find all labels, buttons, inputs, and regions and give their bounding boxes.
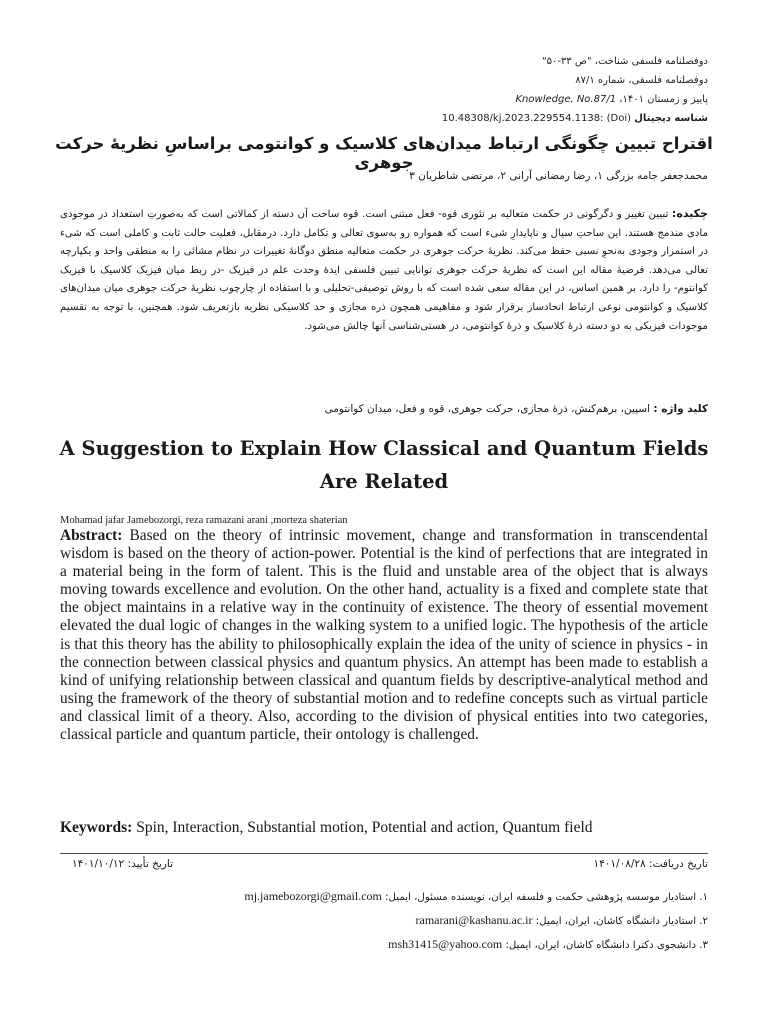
season-text: پاییز و زمستان ۱۴۰۱، [619, 94, 708, 105]
season-line [68, 90, 708, 109]
footnote-text: ۲. استادیار دانشگاه کاشان، ایران، ایمیل: [535, 916, 708, 927]
english-keywords-text: Spin, Interaction, Substantial motion, Potential and action, Quantum field [136, 819, 593, 836]
persian-authors: محمدجعفر جامه بزرگی ۱، رضا رمضانی آرانی ۲، مرتضی شاطریان ۳ [409, 170, 708, 182]
english-abstract [60, 527, 708, 744]
footnote-text: ۳. دانشجوی دکترا دانشگاه کاشان، ایران، ایمیل: [505, 940, 708, 951]
footnote-item [68, 909, 708, 933]
doi-label: شناسه دیجیتال [634, 113, 708, 124]
footnote-email[interactable]: mj.jamebozorgi@gmail.com [244, 889, 382, 903]
persian-keywords [60, 403, 708, 415]
persian-keywords-label: کلید واژه : [653, 403, 708, 415]
english-abstract-label: Abstract: [60, 527, 123, 544]
english-keywords-label: Keywords: [60, 819, 133, 836]
persian-abstract [60, 205, 708, 336]
dates-line [60, 858, 708, 870]
persian-abstract-text: تبیین تغییر و دگرگونی در حکمت متعالیه بر تئوری قوه- فعل مبتنی است. قوه ساحت آن دسته از کمالاتی است که به‌صورتِ استعداد در موجودی مادی مندمج هستند. این ساحتِ سیال و ناپایدارِ شیء است که همواره رو به‌سوی تعالی و تکامل دارد. درمقابل، فعلیت حالت ثابت و کاملی است که شیء در استمرار وجودی به‌نحوِ نسبی حفظ می‌کند. نظریهٔ حرکت جوهری در حکمت متعالیه منطق دوگانهٔ تغییرات در نظام مشائی را به منطقی واحد و یکپارچه تعالی می‌دهد. فرضیهٔ مقاله این است که نظریهٔ حرکت جوهری توانایی تبیین فلسفی ایدهٔ وحدت علم در فیزیک -در ربط میان فیزیک کلاسیک با فیزیک کوانتوم- را دارد. بر همین اساس، در این مقاله سعی شده است که با روش توصیفی-تحلیلی و با استفاده از چارچوب نظریهٔ حرکت جوهری میان میدان‌های کلاسیک و کوانتومی نوعی ارتباط اتحادساز برقرار شود و مفاهیمی همچون ذره مجازی و حد کلاسیکی نظریه بازتعریف شود. همچنین، با توجه به تقسیم موجودات فیزیکی به دو دسته ذرهٔ کلاسیک و ذرهٔ کوانتومی، در هستی‌شناسی آنها چالش می‌شود. [60, 209, 708, 332]
footnotes [68, 885, 708, 957]
persian-abstract-label: چکیده: [671, 207, 708, 220]
english-keywords [60, 819, 593, 837]
footnote-item [68, 885, 708, 909]
english-title: A Suggestion to Explain How Classical and Quantum Fields Are Related [59, 437, 709, 493]
received-date: تاریخ دریافت: ۱۴۰۱/۰۸/۲۸ [593, 858, 708, 870]
footnote-email[interactable]: msh31415@yahoo.com [388, 937, 503, 951]
persian-keywords-text: اسپین، برهم‌کنش، ذرهٔ مجازی، حرکت جوهری، قوه و فعل، میدان کوانتومی [324, 403, 651, 415]
english-authors: Mohamad jafar Jamebozorgi, reza ramazani arani ,morteza shaterian [60, 515, 348, 526]
accepted-date: تاریخ تأیید: ۱۴۰۱/۱۰/۱۲ [72, 858, 174, 870]
persian-title: اقتراح تبیین چگونگی ارتباط میدان‌های کلاسیک و کوانتومی براساسِ نظریهٔ حرکت جوهری [55, 134, 713, 172]
citation-line: دوفصلنامه فلسفی شناخت، "ص ۳۳-۵۰" [541, 56, 708, 67]
footnote-divider [60, 853, 708, 854]
english-abstract-text: Based on the theory of intrinsic movement, change and transformation in transcendental wisdom is based on the theory of action-power. Potential is the kind of perfections that are integrated in a material being in the form of talent. This is the fluid and unstable area of the object that is always moving towards excellence and evolution. On the other hand, actuality is a fixed and complete state that the object maintains in a relative way in the continuity of existence. The theory of essential movement elevated the dual logic of changes in the walking system to a unified logic. The hypothesis of the article is that this theory has the ability to philosophically explain the idea of the unity of science in physics - in the connection between classical physics and quantum physics. An attempt has been made to establish a kind of unifying relationship between classical and quantum fields by descriptive-analytical method and using the framework of the theory of substantial motion and to redefine concepts such as virtual particle and classical limit of a theory. Also, according to the division of physical entities into two categories, classical particle and quantum particle, their ontology is challenged. [60, 527, 708, 744]
doi-line [68, 109, 708, 128]
footnote-text: ۱. استادیار موسسه پژوهشی حکمت و فلسفه ایران، نویسنده مسئول، ایمیل: [385, 892, 708, 903]
doi-value[interactable]: 10.48308/kj.2023.229554.1138: (Doi) [441, 113, 632, 124]
knowledge-issue: Knowledge, No.87/1 [515, 94, 617, 105]
footnote-item [68, 933, 708, 957]
journal-issue-line: دوفصلنامه فلسفی، شماره ۸۷/۱ [575, 75, 708, 86]
footnote-email[interactable]: ramarani@kashanu.ac.ir [415, 913, 533, 927]
journal-header [68, 52, 708, 128]
